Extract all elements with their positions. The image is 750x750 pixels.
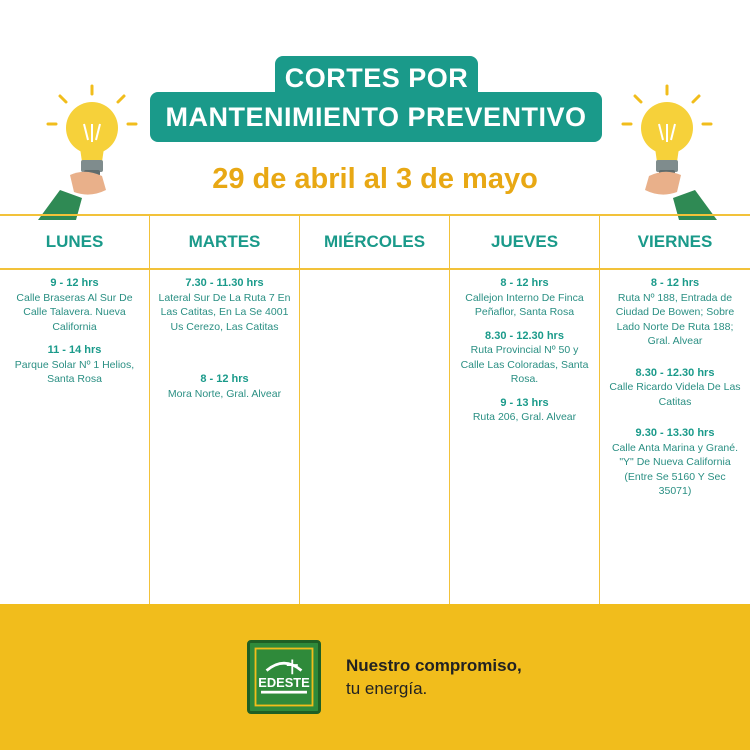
entry-hours: 8.30 - 12.30 hrs <box>635 366 715 379</box>
schedule-table <box>0 214 750 604</box>
day-header: VIERNES <box>600 216 750 270</box>
lightbulb-hand-icon <box>30 80 140 220</box>
footer <box>0 604 750 750</box>
day-header: LUNES <box>0 216 149 270</box>
schedule-entry <box>600 276 750 349</box>
entry-hours: 7.30 - 11.30 hrs <box>185 277 264 289</box>
entry-hours: 11 - 14 hrs <box>47 344 102 356</box>
entry-hours: 9.30 - 13.30 hrs <box>635 427 715 439</box>
day-column-martes <box>150 216 300 606</box>
schedule-entry <box>600 366 750 410</box>
entry-location: Ruta Nº 188, Entrada de Ciudad De Bowen; Sobre Lado Norte De Ruta 188; Gral. Alvear <box>615 291 735 347</box>
day-column-lunes <box>0 216 150 606</box>
entry-location: Lateral Sur De La Ruta 7 En Las Catitas, En La Se 4001 Us Cerezo, Las Catitas <box>158 291 291 333</box>
schedule-entry <box>0 343 149 387</box>
entry-hours: 8.30 - 12.30 hrs <box>485 329 564 342</box>
day-column-viernes <box>600 216 750 606</box>
lightbulb-hand-icon <box>615 80 725 220</box>
entry-hours: 8 - 12 hrs <box>650 277 700 289</box>
schedule-entry <box>150 372 299 401</box>
svg-text:EDESTE: EDESTE <box>258 675 310 691</box>
entry-hours: 8 - 12 hrs <box>200 373 249 385</box>
edeste-logo <box>247 640 321 714</box>
day-column-miercoles <box>300 216 450 606</box>
title-line-1: CORTES POR <box>275 56 478 100</box>
slogan-line-1: Nuestro compromiso, <box>346 656 522 675</box>
entry-location: Calle Braseras Al Sur De Calle Talavera. Nueva California <box>16 291 133 333</box>
entry-location: Mora Norte, Gral. Alvear <box>167 387 282 400</box>
schedule-entry <box>600 426 750 499</box>
entry-location: Ruta 206, Gral. Alvear <box>472 411 577 423</box>
entry-location: Callejon Interno De Finca Peñaflor, Santa Rosa <box>465 291 584 318</box>
schedule-entry <box>450 329 599 387</box>
entry-location: Ruta Provincial Nº 50 y Calle Las Coloradas, Santa Rosa. <box>460 344 589 385</box>
entry-hours: 8 - 12 hrs <box>500 277 549 289</box>
date-range: 29 de abril al 3 de mayo <box>212 163 538 195</box>
schedule-entry <box>450 276 599 320</box>
day-column-jueves <box>450 216 600 606</box>
schedule-entry <box>150 276 299 334</box>
entry-hours: 9 - 12 hrs <box>50 277 99 289</box>
day-header: MIÉRCOLES <box>300 216 449 270</box>
entry-location: Calle Anta Marina y Grané. "Y" De Nueva California (Entre Se 5160 Y Sec 35071) <box>611 441 739 497</box>
day-header: MARTES <box>150 216 299 270</box>
entry-location: Calle Ricardo Videla De Las Catitas <box>609 381 741 408</box>
schedule-entry <box>450 396 599 425</box>
slogan-line-2: tu energía. <box>346 679 428 698</box>
day-header: JUEVES <box>450 216 599 270</box>
entry-hours: 9 - 13 hrs <box>500 396 549 409</box>
entry-location: Parque Solar Nº 1 Helios, Santa Rosa <box>14 358 135 385</box>
schedule-entry <box>0 276 149 334</box>
title-line-2: MANTENIMIENTO PREVENTIVO <box>150 92 602 142</box>
